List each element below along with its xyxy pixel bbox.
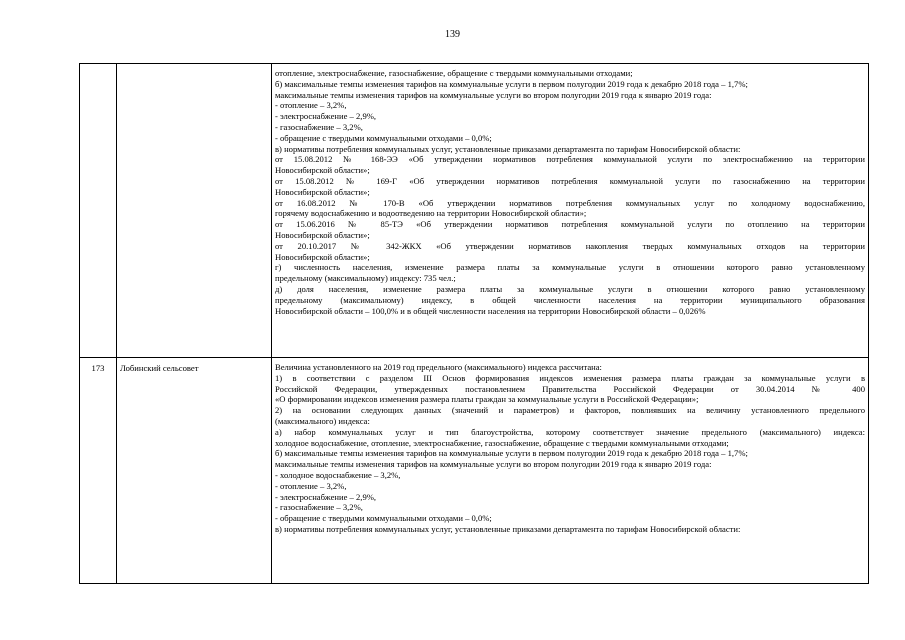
text-line: от 15.08.2012 № 168-ЭЭ «Об утверждении нормативов потребления коммунальной услуги по электроснабжению на территории	[275, 154, 865, 165]
text-line: - газоснабжение – 3,2%,	[275, 121, 363, 132]
text-line: д) доля населения, изменение размера платы за коммунальные услуги в отношении которого равно установленному	[275, 283, 865, 294]
text-line: предельному (максимальному) индексу, в общей численности населения на территории муниципального образования	[275, 294, 865, 305]
table-row-173	[80, 358, 869, 584]
text-line: Новосибирской области – 100,0% и в общей численности населения на территории Новосибирской области – 0,026%	[275, 305, 706, 316]
table-row-continuation	[80, 64, 869, 358]
text-line: холодное водоснабжение, отопление, электроснабжение, газоснабжение, обращение с твердыми коммунальными отходами;	[275, 437, 729, 448]
text-line: от 16.08.2012 № 170-В «Об утверждении нормативов потребления коммунальных услуг по холодному водоснабжению,	[275, 197, 865, 208]
text-line: в) нормативы потребления коммунальных услуг, установленные приказами департамента по тарифам Новосибирской области:	[275, 143, 741, 154]
text-line: максимальные темпы изменения тарифов на коммунальные услуги во втором полугодии 2019 года к январю 2019 года:	[275, 89, 712, 100]
text-line: - обращение с твердыми коммунальными отходами – 0,0%;	[275, 132, 492, 143]
text-line: (максимального) индекса:	[275, 415, 370, 426]
document-table	[79, 63, 869, 584]
text-line: Новосибирской области»;	[275, 186, 370, 197]
text-line: Новосибирской области»;	[275, 229, 370, 240]
explanation-text	[275, 362, 865, 535]
explanation-cell	[272, 358, 869, 584]
text-line: б) максимальные темпы изменения тарифов на коммунальные услуги в первом полугодии 2019 года к декабрю 2018 года – 1,7%;	[275, 448, 748, 459]
text-line: «О формировании индексов изменения размера платы граждан за коммунальные услуги в Российской Федерации»;	[275, 394, 699, 405]
text-line: предельному (максимальному) индексу: 735 чел.;	[275, 273, 456, 284]
text-line: Величина установленного на 2019 год предельного (максимального) индекса рассчитана:	[275, 362, 602, 372]
text-line: г) численность населения, изменение размера платы за коммунальные услуги в отношении которого равно установленному	[275, 262, 865, 273]
text-line: Российской Федерации, утвержденных постановлением Правительства Российской Федерации от 30.04.2014 № 400	[275, 383, 865, 394]
text-line: - отопление – 3,2%,	[275, 480, 347, 491]
text-line: б) максимальные темпы изменения тарифов на коммунальные услуги в первом полугодии 2019 года к декабрю 2018 года – 1,7%;	[275, 78, 748, 89]
explanation-text	[275, 68, 865, 316]
text-line: Новосибирской области»;	[275, 251, 370, 262]
page-number: 139	[445, 29, 460, 40]
text-line: - отопление – 3,2%,	[275, 100, 347, 111]
text-line: от 15.06.2016 № 85-ТЭ «Об утверждении нормативов потребления коммунальной услуги по отоплению на территории	[275, 219, 865, 230]
text-line: - холодное водоснабжение – 3,2%,	[275, 469, 401, 480]
municipality-name-cell	[117, 64, 272, 358]
text-line: 2) на основании следующих данных (значений и параметров) и факторов, повлиявших на величину установленного предельного	[275, 405, 865, 416]
text-line: - обращение с твердыми коммунальными отходами – 0,0%;	[275, 513, 492, 524]
municipality-name-cell: Лобинский сельсовет	[117, 358, 272, 584]
row-number-cell: 173	[80, 358, 117, 584]
row-number-cell	[80, 64, 117, 358]
text-line: от 15.08.2012 № 169-Г «Об утверждении нормативов потребления коммунальной услуги по газоснабжению на территории	[275, 175, 865, 186]
text-line: от 20.10.2017 № 342-ЖКХ «Об утверждении нормативов накопления твердых коммунальных отходов на территории	[275, 240, 865, 251]
text-line: а) набор коммунальных услуг и тип благоустройства, которому соответствует значение предельного (максимального) индекса:	[275, 426, 865, 437]
text-line: в) нормативы потребления коммунальных услуг, установленные приказами департамента по тарифам Новосибирской области:	[275, 523, 741, 534]
text-line: отопление, электроснабжение, газоснабжение, обращение с твердыми коммунальными отходами;	[275, 68, 633, 78]
text-line: Новосибирской области»;	[275, 165, 370, 176]
text-line: - газоснабжение – 3,2%,	[275, 502, 363, 513]
text-line: - электроснабжение – 2,9%,	[275, 111, 377, 122]
text-line: 1) в соответствии с разделом III Основ формирования индексов изменения размера платы граждан за коммунальные услуги в	[275, 372, 865, 383]
text-line: максимальные темпы изменения тарифов на коммунальные услуги во втором полугодии 2019 года к январю 2019 года:	[275, 459, 712, 470]
explanation-cell	[272, 64, 869, 358]
text-line: - электроснабжение – 2,9%,	[275, 491, 377, 502]
text-line: горячему водоснабжению и водоотведению на территории Новосибирской области»;	[275, 208, 587, 219]
